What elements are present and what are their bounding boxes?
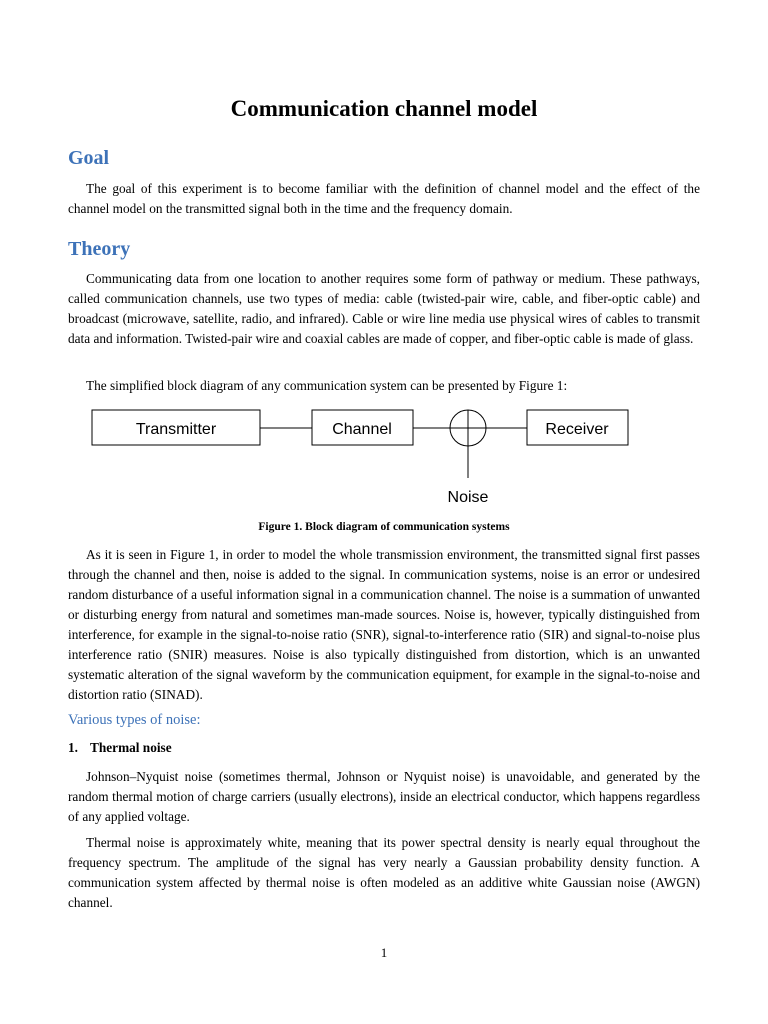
theory-paragraph-3: As it is seen in Figure 1, in order to model the whole transmission environment, the transmitted signal first passes through the channel and then, noise is added to the signal. In communication systems, noise is an error or undesired random disturbance of a useful information signal in a communication channel. The noise is a summation of unwanted or disturbing energy from natural and sometimes man-made sources. Noise is, however, typically distinguished from interference, for example in the signal-to-noise ratio (SNR), signal-to-interference ratio (SIR) and signal-to-noise plus interference ratio (SNIR) measures. Noise is also typically distinguished from distortion, which is an unwanted systematic alteration of the signal waveform by the communication equipment, for example in the signal-to-noise and distortion ratio (SINAD). [68, 547, 700, 702]
theory-paragraph-2: The simplified block diagram of any communication system can be presented by Figure 1: [86, 378, 568, 393]
thermal-noise-paragraph-2: Thermal noise is approximately white, meaning that its power spectral density is nearly equal throughout the frequency spectrum. The amplitude of the signal has very nearly a Gaussian probability density function. A communication system affected by thermal noise is often modeled as an additive white Gaussian noise (AWGN) channel. [68, 835, 700, 910]
channel-label: Channel [332, 421, 392, 438]
receiver-block [527, 410, 628, 445]
page-number: 1 [380, 945, 388, 960]
transmitter-label: Transmitter [135, 421, 217, 438]
summing-junction [450, 410, 486, 446]
noise-label: Noise [447, 489, 489, 506]
thermal-noise-paragraph-1: Johnson–Nyquist noise (sometimes thermal, Johnson or Nyquist noise) is unavoidable, and generated by the random thermal motion of charge carriers (usually electrons), inside an electrical conductor, which happens regardless of any applied voltage. [68, 769, 700, 824]
figure-caption: Figure 1. Block diagram of communication systems [258, 521, 510, 533]
block-diagram [68, 400, 700, 510]
channel-block [312, 410, 413, 445]
theory-paragraph-1: Communicating data from one location to another requires some form of pathway or medium. These pathways, called communication channels, use two types of media: cable (twisted-pair wire, cable, and fiber-optic cable) and broadcast (microwave, satellite, radio, and infrared). Cable or wire line media use physical wires of cables to transmit data and information. Twisted-pair wire and coaxial cables are made of copper, and fiber-optic cable is made of glass. [68, 271, 700, 346]
transmitter-block [92, 410, 260, 445]
goal-paragraph: The goal of this experiment is to become familiar with the definition of channel model and the effect of the channel model on the transmitted signal both in the time and the frequency domain. [68, 181, 700, 216]
list-number: 1. [68, 740, 78, 755]
goal-heading: Goal [68, 147, 110, 169]
document-title: Communication channel model [230, 96, 538, 121]
theory-heading: Theory [68, 238, 131, 260]
noise-types-heading: Various types of noise: [68, 712, 201, 728]
list-item-thermal-noise [68, 738, 172, 758]
list-item-title: Thermal noise [90, 740, 172, 755]
receiver-label: Receiver [545, 421, 609, 438]
